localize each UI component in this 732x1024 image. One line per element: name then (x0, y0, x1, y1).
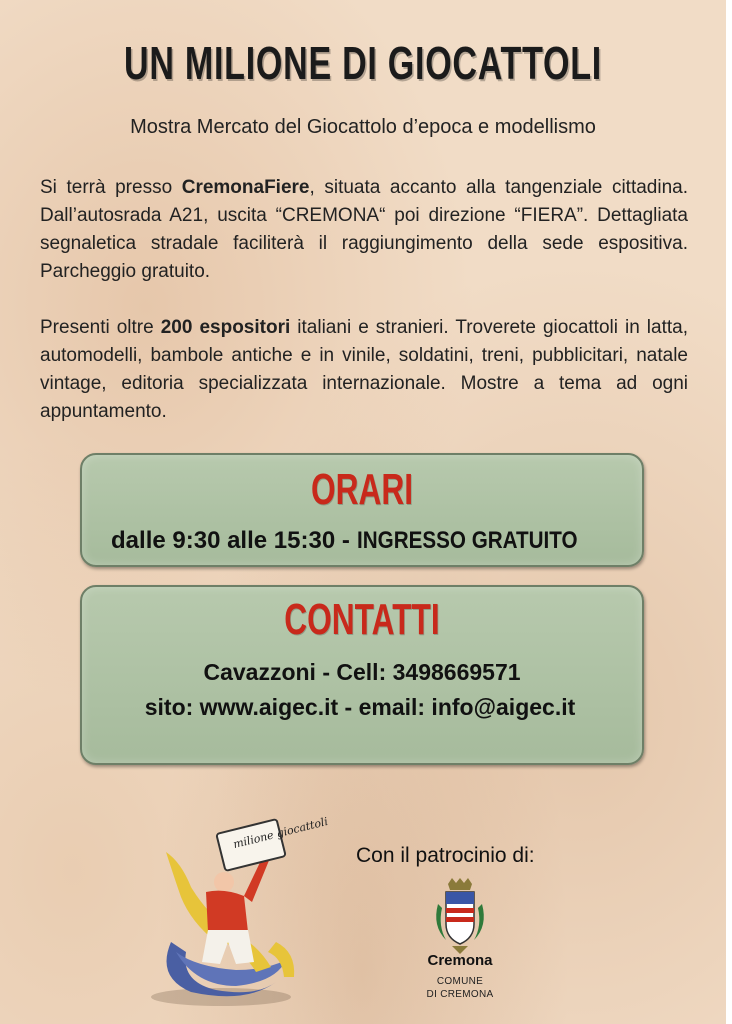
venue-text-start: Si terrà presso (40, 177, 182, 198)
contact-web-email: sito: www.aigec.it - email: info@aigec.it (144, 694, 576, 720)
venue-paragraph (40, 174, 688, 286)
orari-box (80, 453, 644, 567)
exhibitors-text-start: Presenti oltre (40, 317, 161, 338)
toy-mascot-logo (136, 792, 330, 1012)
page-edge (726, 0, 732, 1024)
event-subtitle: Mostra Mercato del Giocattolo d’epoca e modellismo (130, 116, 596, 138)
exhibitors-paragraph (40, 314, 688, 426)
exhibitors-text-end: italiani e stranieri. Troverete giocattoli in latta, automodelli, bambole antiche e in vinile, soldatini, treni, pubblicitari, natale vintage, editoria specializzata internazionale. Mostre a tema ad ogni appuntamento. (40, 317, 688, 422)
mascot-sign-text: milione giocattoli (231, 814, 330, 852)
opening-hours (82, 527, 642, 555)
cremona-crest-icon (432, 878, 488, 954)
city-name: Cremona (427, 952, 493, 969)
contact-phone: Cavazzoni - Cell: 3498669571 (203, 659, 521, 685)
venue-name: CremonaFiere (181, 177, 310, 198)
contatti-box (80, 585, 644, 765)
comune-city-label: DI CREMONA (426, 989, 494, 1000)
free-entry-label: INGRESSO GRATUITO (356, 527, 578, 554)
venue-text-end: , situata accanto alla tangenziale cittadina. Dall’autosrada A21, uscita “CREMONA“ poi direzione “FIERA”. Dettagliata segnaletica stradale faciliterà il raggiungimento della sede espositiva. Parcheggio gratuito. (40, 177, 688, 282)
exhibitors-count: 200 espositori (160, 317, 291, 338)
opening-time: dalle 9:30 alle 15:30 - (111, 527, 357, 554)
event-title: UN MILIONE DI GIOCATTOLI (124, 37, 602, 89)
sponsor-label: Con il patrocinio di: (356, 844, 535, 867)
orari-heading: ORARI (310, 465, 414, 514)
comune-label: COMUNE (436, 976, 484, 987)
contatti-heading: CONTATTI (284, 595, 440, 644)
